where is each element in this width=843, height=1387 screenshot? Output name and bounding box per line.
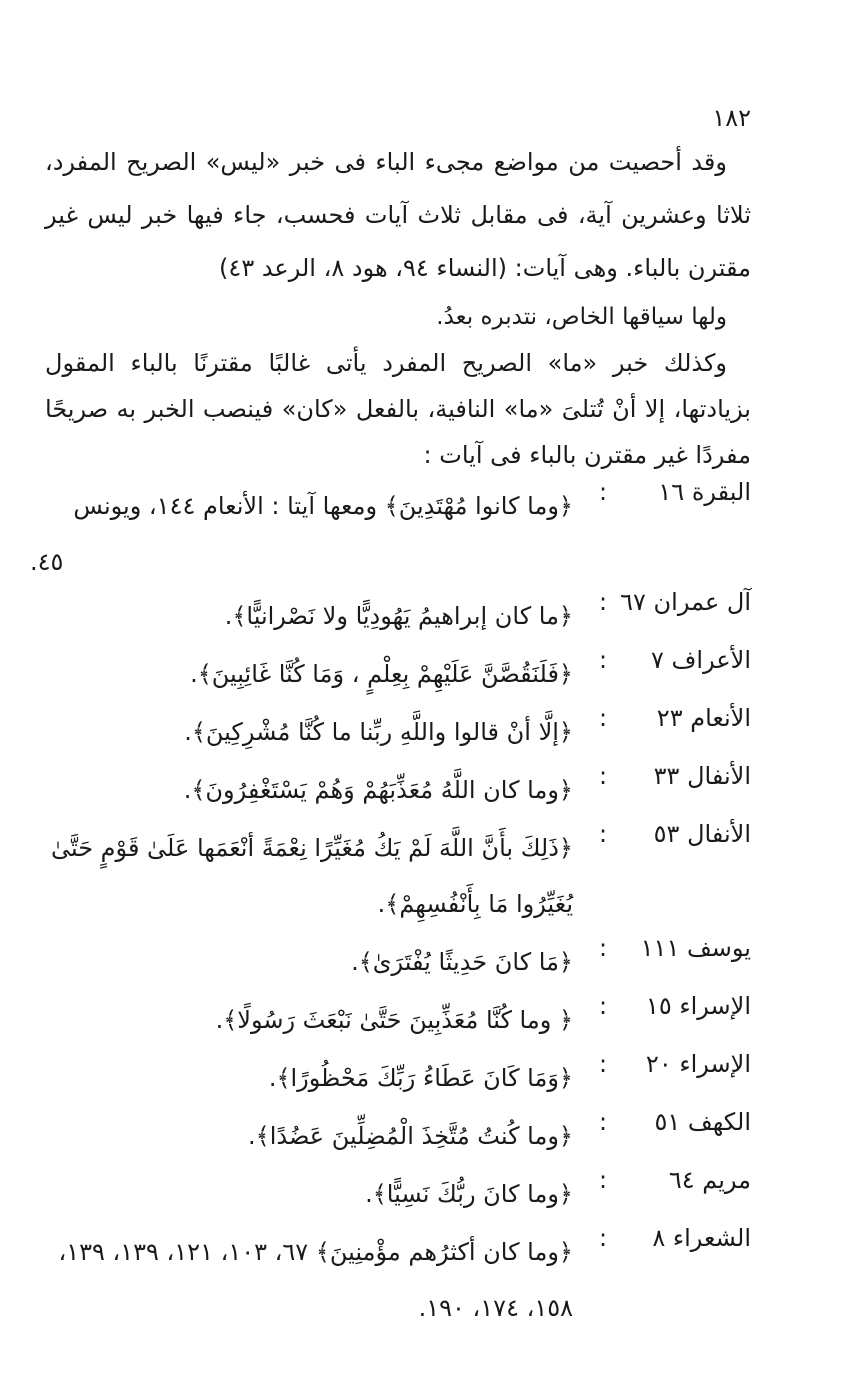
surah-reference: الأنفال ٣٣ <box>653 762 751 790</box>
ayah-text <box>30 1224 573 1336</box>
separator: : <box>598 762 608 790</box>
separator: : <box>598 1050 608 1078</box>
paragraph-ma-kana <box>45 340 751 478</box>
paragraph-laysa-count <box>45 136 751 295</box>
ayah-text: ﴿ما كان إبراهيمُ يَهُودِيًّا ولا نَصْرانيًّا﴾. <box>224 602 573 630</box>
ayah-text: ﴿وَمَا كَانَ عَطَاءُ رَبِّكَ مَحْظُورًا﴾. <box>268 1064 573 1092</box>
separator: : <box>598 478 608 506</box>
ayah-row-anfal-33 <box>30 762 751 818</box>
ayah-row-baqara-16 <box>30 478 751 590</box>
ayah-line: ﴿وما كانوا مُهْتَدِينَ﴾ ومعها آيتا : الأنعام ١٤٤، ويونس <box>73 492 573 520</box>
ayah-line: ﴿وما كان أكثرُهم مؤْمنِينَ﴾ ٦٧، ١٠٣، ١٢١، ١٣٩، ١٣٩، <box>58 1238 573 1266</box>
surah-reference: الإسراء ٢٠ <box>645 1050 751 1078</box>
ayah-row-yusuf-111 <box>30 934 751 990</box>
paragraph-text: وكذلك خبر «ما» الصريح المفرد يأتى غالبًا مقترنًا بالباء المقول بزيادتها، إلا أنْ تُتلىَ «ما» النافية، بالفعل «كان» فينصب الخبر به صريحًا مفردًا غير مقترن بالباء فى آيات : <box>45 349 751 469</box>
ayah-continuation: ١٥٨، ١٧٤، ١٩٠. <box>418 1294 573 1322</box>
ayah-row-kahf-51 <box>30 1108 751 1164</box>
ayah-line: ﴿ذَلِكَ بأَنَّ اللَّهَ لَمْ يَكُ مُغَيِّرًا نِعْمَةً أنْعَمَها عَلَىٰ قَوْمٍ حَتَّىٰ <box>50 834 573 862</box>
surah-reference: الأنعام ٢٣ <box>656 704 751 732</box>
ayah-text: ﴿إلَّا أنْ قالوا واللَّهِ ربِّنا ما كُنَّا مُشْرِكِينَ﴾. <box>184 718 573 746</box>
separator: : <box>598 820 608 848</box>
surah-reference: الشعراء ٨ <box>652 1224 751 1252</box>
ayah-text: ﴿ وما كُنَّا مُعَذِّبِينَ حَتَّىٰ نَبْعَثَ رَسُولًا﴾. <box>215 1006 573 1034</box>
surah-reference: الإسراء ١٥ <box>645 992 751 1020</box>
ayah-row-anfal-53 <box>30 820 751 932</box>
separator: : <box>598 588 608 616</box>
surah-reference: الأعراف ٧ <box>651 646 751 674</box>
ayah-text: ﴿وما كُنتُ مُتَّخِذَ الْمُضِلِّينَ عَضُدًا﴾. <box>248 1122 573 1150</box>
page-number: ١٨٢ <box>712 104 751 132</box>
ayah-text: ﴿وما كان اللَّهُ مُعَذِّبَهُمْ وَهُمْ يَسْتَغْفِرُونَ﴾. <box>183 776 573 804</box>
surah-reference: الأنفال ٥٣ <box>653 820 751 848</box>
ayah-continuation: يُغَيِّرُوا مَا بِأَنْفُسِهِمْ﴾. <box>377 890 573 918</box>
separator: : <box>598 704 608 732</box>
ayah-row-anam-23 <box>30 704 751 760</box>
ayah-text <box>30 820 573 932</box>
ayah-row-al-imran-67 <box>30 588 751 644</box>
separator: : <box>598 1166 608 1194</box>
ayah-text: ﴿فَلَنَقُصَّنَّ عَلَيْهِمْ بِعِلْمٍ ، وَمَا كُنَّا غَائِبِينَ﴾. <box>190 660 573 688</box>
paragraph-text: ولها سياقها الخاص، نتدبره بعدُ. <box>436 304 727 330</box>
separator: : <box>598 1224 608 1252</box>
ayah-text <box>30 478 573 590</box>
ayah-row-araf-7 <box>30 646 751 702</box>
ayah-continuation: ٤٥. <box>30 548 64 576</box>
paragraph-context-note <box>45 292 751 342</box>
separator: : <box>598 646 608 674</box>
ayah-row-maryam-64 <box>30 1166 751 1222</box>
ayah-row-shuara-8 <box>30 1224 751 1336</box>
ayah-text: ﴿مَا كانَ حَدِيثًا يُفْتَرَىٰ﴾. <box>351 948 573 976</box>
surah-reference: الكهف ٥١ <box>654 1108 751 1136</box>
surah-reference: البقرة ١٦ <box>658 478 751 506</box>
ayah-row-isra-15 <box>30 992 751 1048</box>
surah-reference: مريم ٦٤ <box>668 1166 751 1194</box>
ayah-row-isra-20 <box>30 1050 751 1106</box>
separator: : <box>598 934 608 962</box>
ayah-text: ﴿وما كانَ ربُّكَ نَسِيًّا﴾. <box>365 1180 573 1208</box>
separator: : <box>598 992 608 1020</box>
surah-reference: يوسف ١١١ <box>640 934 751 962</box>
paragraph-text: وقد أحصيت من مواضع مجىء الباء فى خبر «ليس» الصريح المفرد، ثلاثا وعشرين آية، فى مقابل ثلاث آيات فحسب، جاء فيها خبر ليس غير مقترن بالباء. وهى آيات: (النساء ٩٤، هود ٨، الرعد ٤٣) <box>45 148 751 282</box>
surah-reference: آل عمران ٦٧ <box>620 588 751 616</box>
separator: : <box>598 1108 608 1136</box>
